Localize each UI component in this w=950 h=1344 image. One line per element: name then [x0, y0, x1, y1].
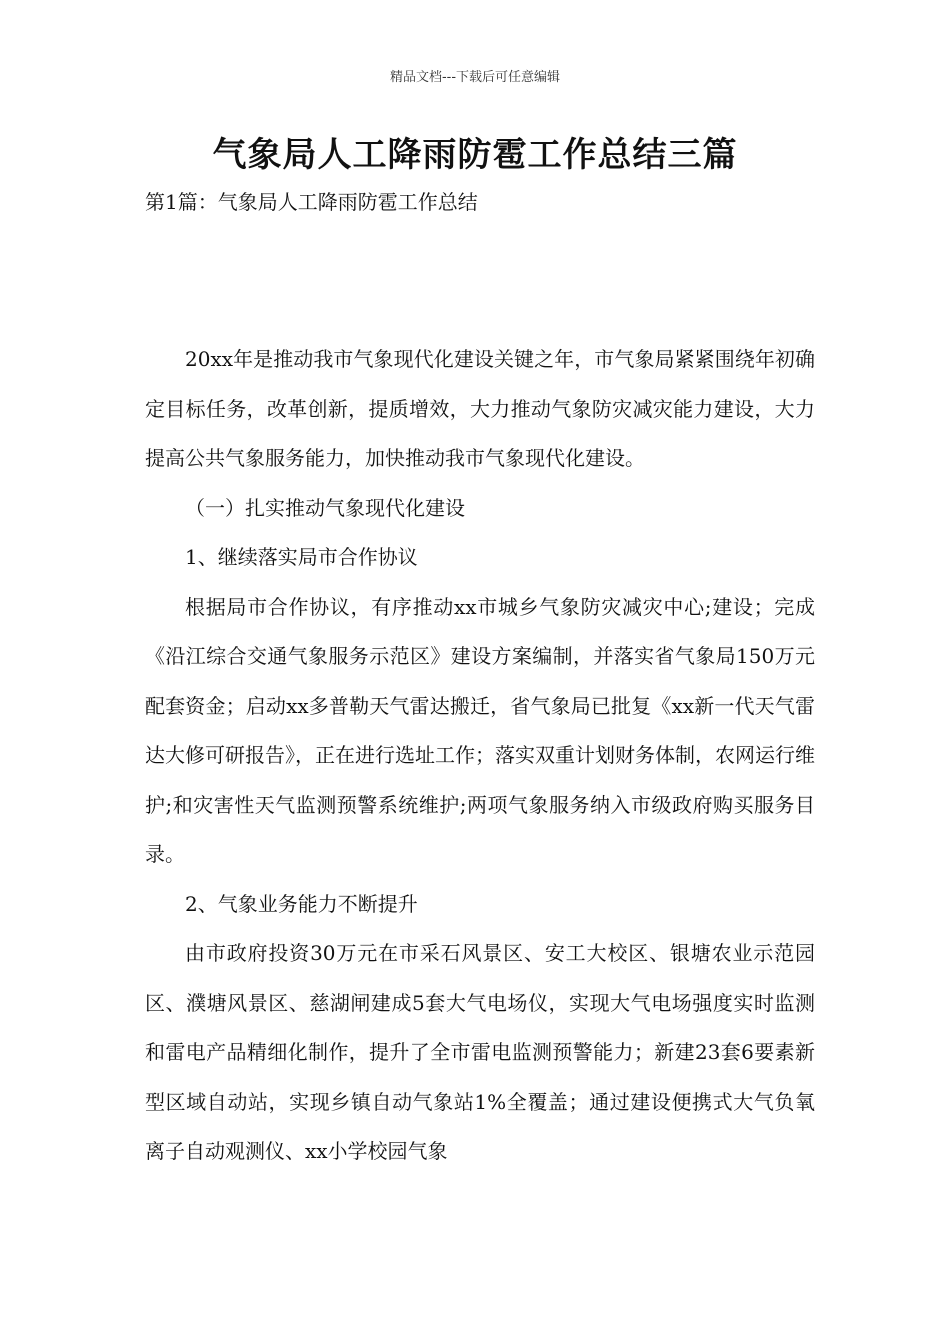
body-text [145, 335, 815, 1177]
header-note: 精品文档---下载后可任意编辑 [389, 70, 561, 85]
paragraph: 由市政府投资30万元在市采石风景区、安工大校区、银塘农业示范园区、濮塘风景区、慈湖闸建成5套大气电场仪，实现大气电场强度实时监测和雷电产品精细化制作，提升了全市雷电监测预警能力；新建23套6要素新型区域自动站，实现乡镇自动气象站1%全覆盖；通过建设便携式大气负氧离子自动观测仪、xx小学校园气象 [145, 941, 815, 1163]
section-subtitle: 第1篇：气象局人工降雨防雹工作总结 [145, 190, 478, 214]
paragraph: 根据局市合作协议，有序推动xx市城乡气象防灾减灾中心;建设；完成《沿江综合交通气象服务示范区》建设方案编制，并落实省气象局150万元配套资金；启动xx多普勒天气雷达搬迁，省气象局已批复《xx新一代天气雷达大修可研报告》，正在进行选址工作；落实双重计划财务体制，农网运行维护;和灾害性天气监测预警系统维护;两项气象服务纳入市级政府购买服务目录。 [145, 594, 815, 866]
section-heading: （一）扎实推动气象现代化建设 [185, 495, 465, 520]
item-heading: 1、继续落实局市合作协议 [185, 545, 418, 569]
page-title: 气象局人工降雨防雹工作总结三篇 [212, 135, 738, 175]
item-heading: 2、气象业务能力不断提升 [185, 891, 418, 916]
paragraph-intro: 20xx年是推动我市气象现代化建设关键之年，市气象局紧紧围绕年初确定目标任务，改革创新，提质增效，大力推动气象防灾减灾能力建设，大力提高公共气象服务能力，加快推动我市气象现代化建设。 [145, 347, 815, 470]
